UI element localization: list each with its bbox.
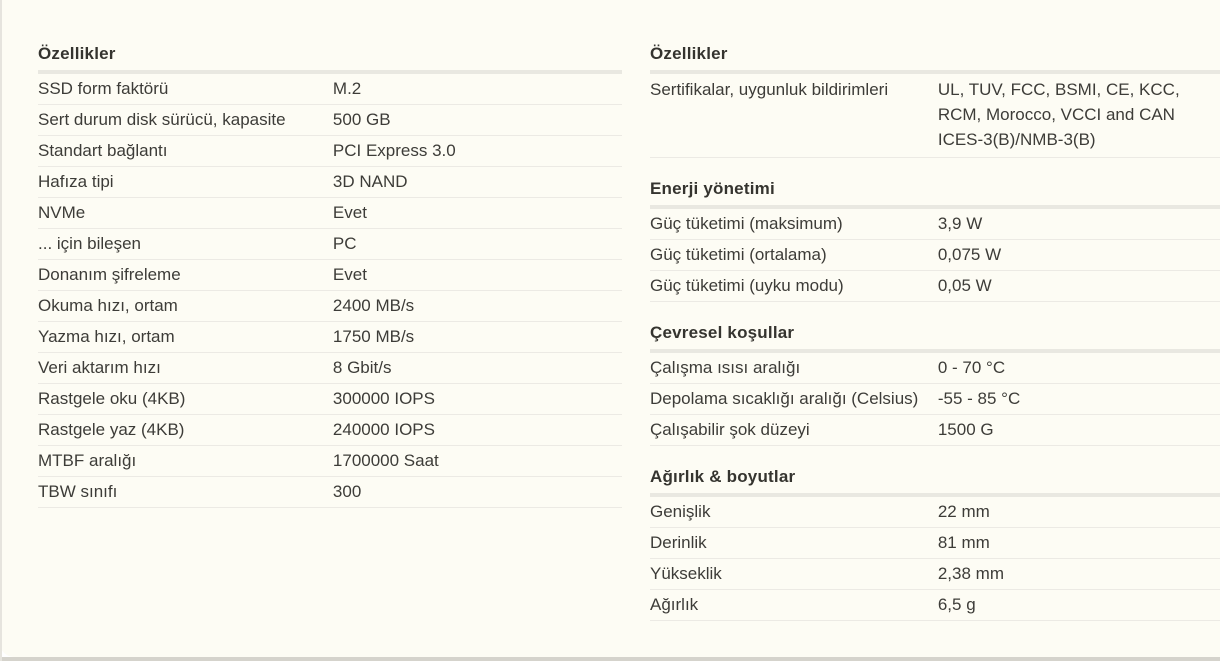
spec-row bbox=[38, 384, 622, 415]
spec-label: Yazma hızı, ortam bbox=[38, 327, 175, 346]
spec-label: Rastgele oku (4KB) bbox=[38, 389, 186, 408]
spec-section-right-2 bbox=[650, 323, 1220, 446]
spec-value: PCI Express 3.0 bbox=[332, 141, 456, 160]
spec-label: NVMe bbox=[38, 203, 86, 222]
specs-columns bbox=[38, 44, 1220, 621]
spec-row bbox=[650, 74, 1220, 158]
spec-section-right-3 bbox=[650, 467, 1220, 621]
spec-label: Veri aktarım hızı bbox=[38, 358, 161, 377]
spec-value: 3,9 W bbox=[937, 214, 983, 233]
spec-row bbox=[650, 559, 1220, 590]
spec-label: Güç tüketimi (maksimum) bbox=[650, 214, 843, 233]
spec-row bbox=[38, 477, 622, 508]
spec-label: MTBF aralığı bbox=[38, 451, 137, 470]
spec-row bbox=[38, 105, 622, 136]
spec-value: 300 bbox=[332, 482, 362, 501]
spec-row bbox=[650, 415, 1220, 446]
spec-row bbox=[650, 590, 1220, 621]
spec-value: 81 mm bbox=[937, 533, 990, 552]
spec-column-right bbox=[650, 44, 1220, 621]
spec-label: Çalışabilir şok düzeyi bbox=[650, 420, 810, 439]
spec-row bbox=[38, 291, 622, 322]
spec-value: 500 GB bbox=[332, 110, 391, 129]
spec-row bbox=[38, 136, 622, 167]
section-title: Özellikler bbox=[38, 44, 116, 63]
spec-label: Sert durum disk sürücü, kapasite bbox=[38, 110, 286, 129]
spec-row bbox=[650, 528, 1220, 559]
spec-label: Sertifikalar, uygunluk bildirimleri bbox=[650, 80, 889, 99]
spec-value: Evet bbox=[332, 265, 367, 284]
left-edge-line bbox=[0, 0, 2, 661]
spec-label: TBW sınıfı bbox=[38, 482, 118, 501]
spec-value: 300000 IOPS bbox=[332, 389, 435, 408]
spec-value: 0 - 70 °C bbox=[937, 358, 1006, 377]
spec-label: Çalışma ısısı aralığı bbox=[650, 358, 801, 377]
spec-value: -55 - 85 °C bbox=[937, 389, 1021, 408]
spec-row bbox=[38, 229, 622, 260]
spec-row bbox=[38, 260, 622, 291]
spec-value: 22 mm bbox=[937, 502, 990, 521]
spec-row bbox=[650, 497, 1220, 528]
spec-row bbox=[38, 167, 622, 198]
spec-section-right-1 bbox=[650, 179, 1220, 302]
spec-label: ... için bileşen bbox=[38, 234, 141, 253]
spec-value: PC bbox=[332, 234, 357, 253]
spec-value: M.2 bbox=[332, 79, 362, 98]
spec-value: 1700000 Saat bbox=[332, 451, 439, 470]
spec-label: Depolama sıcaklığı aralığı (Celsius) bbox=[650, 389, 919, 408]
spec-section-right-0 bbox=[650, 44, 1220, 158]
spec-value: UL, TUV, FCC, BSMI, CE, KCC, RCM, Morocco, VCCI and CAN ICES-3(B)/NMB-3(B) bbox=[937, 80, 1180, 149]
spec-section-left-0 bbox=[38, 44, 622, 508]
spec-label: Rastgele yaz (4KB) bbox=[38, 420, 185, 439]
section-title: Çevresel koşullar bbox=[650, 323, 795, 342]
spec-value: 240000 IOPS bbox=[332, 420, 435, 439]
spec-value: 6,5 g bbox=[937, 595, 976, 614]
spec-row bbox=[650, 209, 1220, 240]
spec-row bbox=[650, 271, 1220, 302]
spec-value: 1500 G bbox=[937, 420, 994, 439]
spec-row bbox=[38, 415, 622, 446]
spec-label: Donanım şifreleme bbox=[38, 265, 181, 284]
spec-label: Hafıza tipi bbox=[38, 172, 114, 191]
spec-value: 3D NAND bbox=[332, 172, 408, 191]
spec-row bbox=[650, 353, 1220, 384]
spec-label: Ağırlık bbox=[650, 595, 699, 614]
spec-row bbox=[38, 446, 622, 477]
spec-label: Derinlik bbox=[650, 533, 707, 552]
spec-value: 0,075 W bbox=[937, 245, 1002, 264]
section-title: Özellikler bbox=[650, 44, 728, 63]
spec-row bbox=[38, 322, 622, 353]
spec-value: 0,05 W bbox=[937, 276, 992, 295]
spec-label: SSD form faktörü bbox=[38, 79, 169, 98]
spec-row bbox=[38, 198, 622, 229]
bottom-bar bbox=[0, 657, 1220, 661]
spec-value: Evet bbox=[332, 203, 367, 222]
spec-label: Genişlik bbox=[650, 502, 711, 521]
spec-row bbox=[38, 353, 622, 384]
spec-value: 8 Gbit/s bbox=[332, 358, 392, 377]
section-title: Enerji yönetimi bbox=[650, 179, 775, 198]
spec-label: Güç tüketimi (uyku modu) bbox=[650, 276, 844, 295]
spec-label: Okuma hızı, ortam bbox=[38, 296, 178, 315]
spec-label: Güç tüketimi (ortalama) bbox=[650, 245, 827, 264]
section-title: Ağırlık & boyutlar bbox=[650, 467, 796, 486]
spec-value: 2,38 mm bbox=[937, 564, 1004, 583]
spec-column-left bbox=[38, 44, 622, 621]
spec-label: Yükseklik bbox=[650, 564, 722, 583]
spec-value: 2400 MB/s bbox=[332, 296, 415, 315]
spec-label: Standart bağlantı bbox=[38, 141, 168, 160]
spec-value: 1750 MB/s bbox=[332, 327, 415, 346]
spec-row bbox=[650, 240, 1220, 271]
spec-row bbox=[650, 384, 1220, 415]
spec-row bbox=[38, 74, 622, 105]
